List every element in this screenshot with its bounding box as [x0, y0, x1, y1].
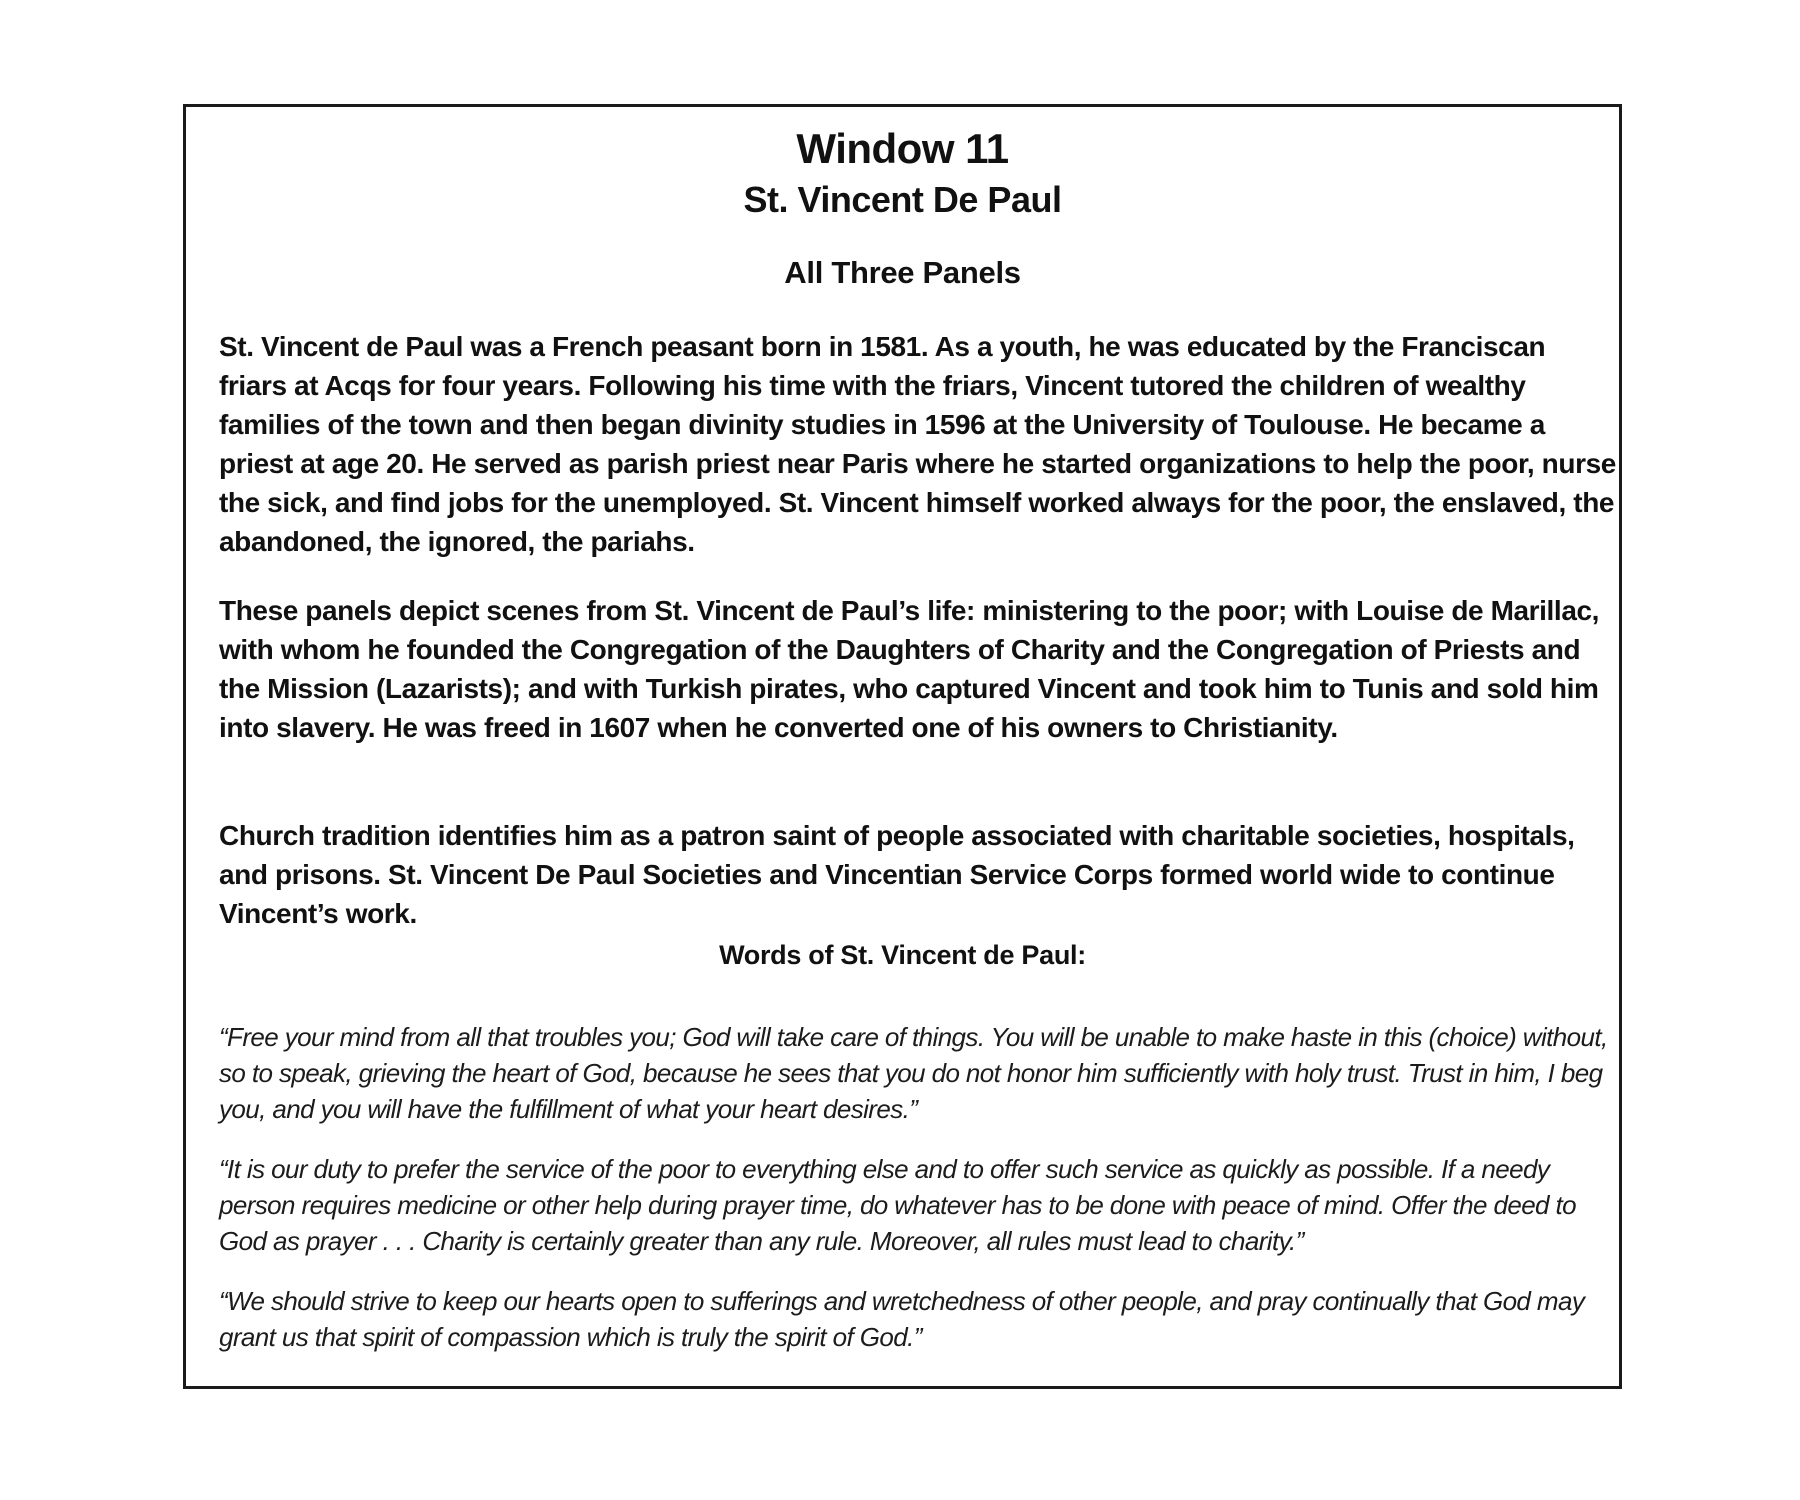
- page-subtitle: St. Vincent De Paul: [743, 179, 1062, 220]
- page-title: Window 11: [796, 125, 1009, 172]
- quotes-heading: Words of St. Vincent de Paul:: [719, 940, 1086, 970]
- quote-item: “It is our duty to prefer the service of the poor to everything else and to offer such service as quickly as possible. If a needy person requires medicine or other help during prayer time, do whatever has to be done with peace of mind. Offer the deed to God as prayer . . . Charity is certainly greater than any rule. Moreover, all rules must lead to charity.”: [219, 1154, 1577, 1256]
- quote-item: “We should strive to keep our hearts open to sufferings and wretchedness of other people, and pray continually that God may grant us that spirit of compassion which is truly the spirit of God.”: [219, 1286, 1585, 1352]
- document-frame: [183, 104, 1622, 1389]
- paragraph-panels: These panels depict scenes from St. Vincent de Paul’s life: ministering to the poor; with Louise de Marillac, with whom he founded the Congregation of the Daughters of Charity and the Congregation of Priests and the Mission (Lazarists); and with Turkish pirates, who captured Vincent and took him to Tunis and sold him into slavery. He was freed in 1607 when he converted one of his owners to Christianity.: [219, 595, 1600, 743]
- paragraph-biography: St. Vincent de Paul was a French peasant born in 1581. As a youth, he was educated by the Franciscan friars at Acqs for four years. Following his time with the friars, Vincent tutored the children of wealthy families of the town and then began divinity studies in 1596 at the University of Toulouse. He became a priest at age 20. He served as parish priest near Paris where he started organizations to help the poor, nurse the sick, and find jobs for the unemployed. St. Vincent himself worked always for the poor, the enslaved, the abandoned, the ignored, the pariahs.: [219, 331, 1616, 557]
- quote-item: “Free your mind from all that troubles you; God will take care of things. You will be unable to make haste in this (choice) without, so to speak, grieving the heart of God, because he sees that you do not honor him sufficiently with holy trust. Trust in him, I beg you, and you will have the fulfillment of what your heart desires.”: [219, 1022, 1608, 1124]
- section-heading: All Three Panels: [784, 255, 1021, 290]
- paragraph-patronage: Church tradition identifies him as a patron saint of people associated with charitable societies, hospitals, and prisons. St. Vincent De Paul Societies and Vincentian Service Corps formed world wide to continue Vincent’s work.: [219, 820, 1575, 929]
